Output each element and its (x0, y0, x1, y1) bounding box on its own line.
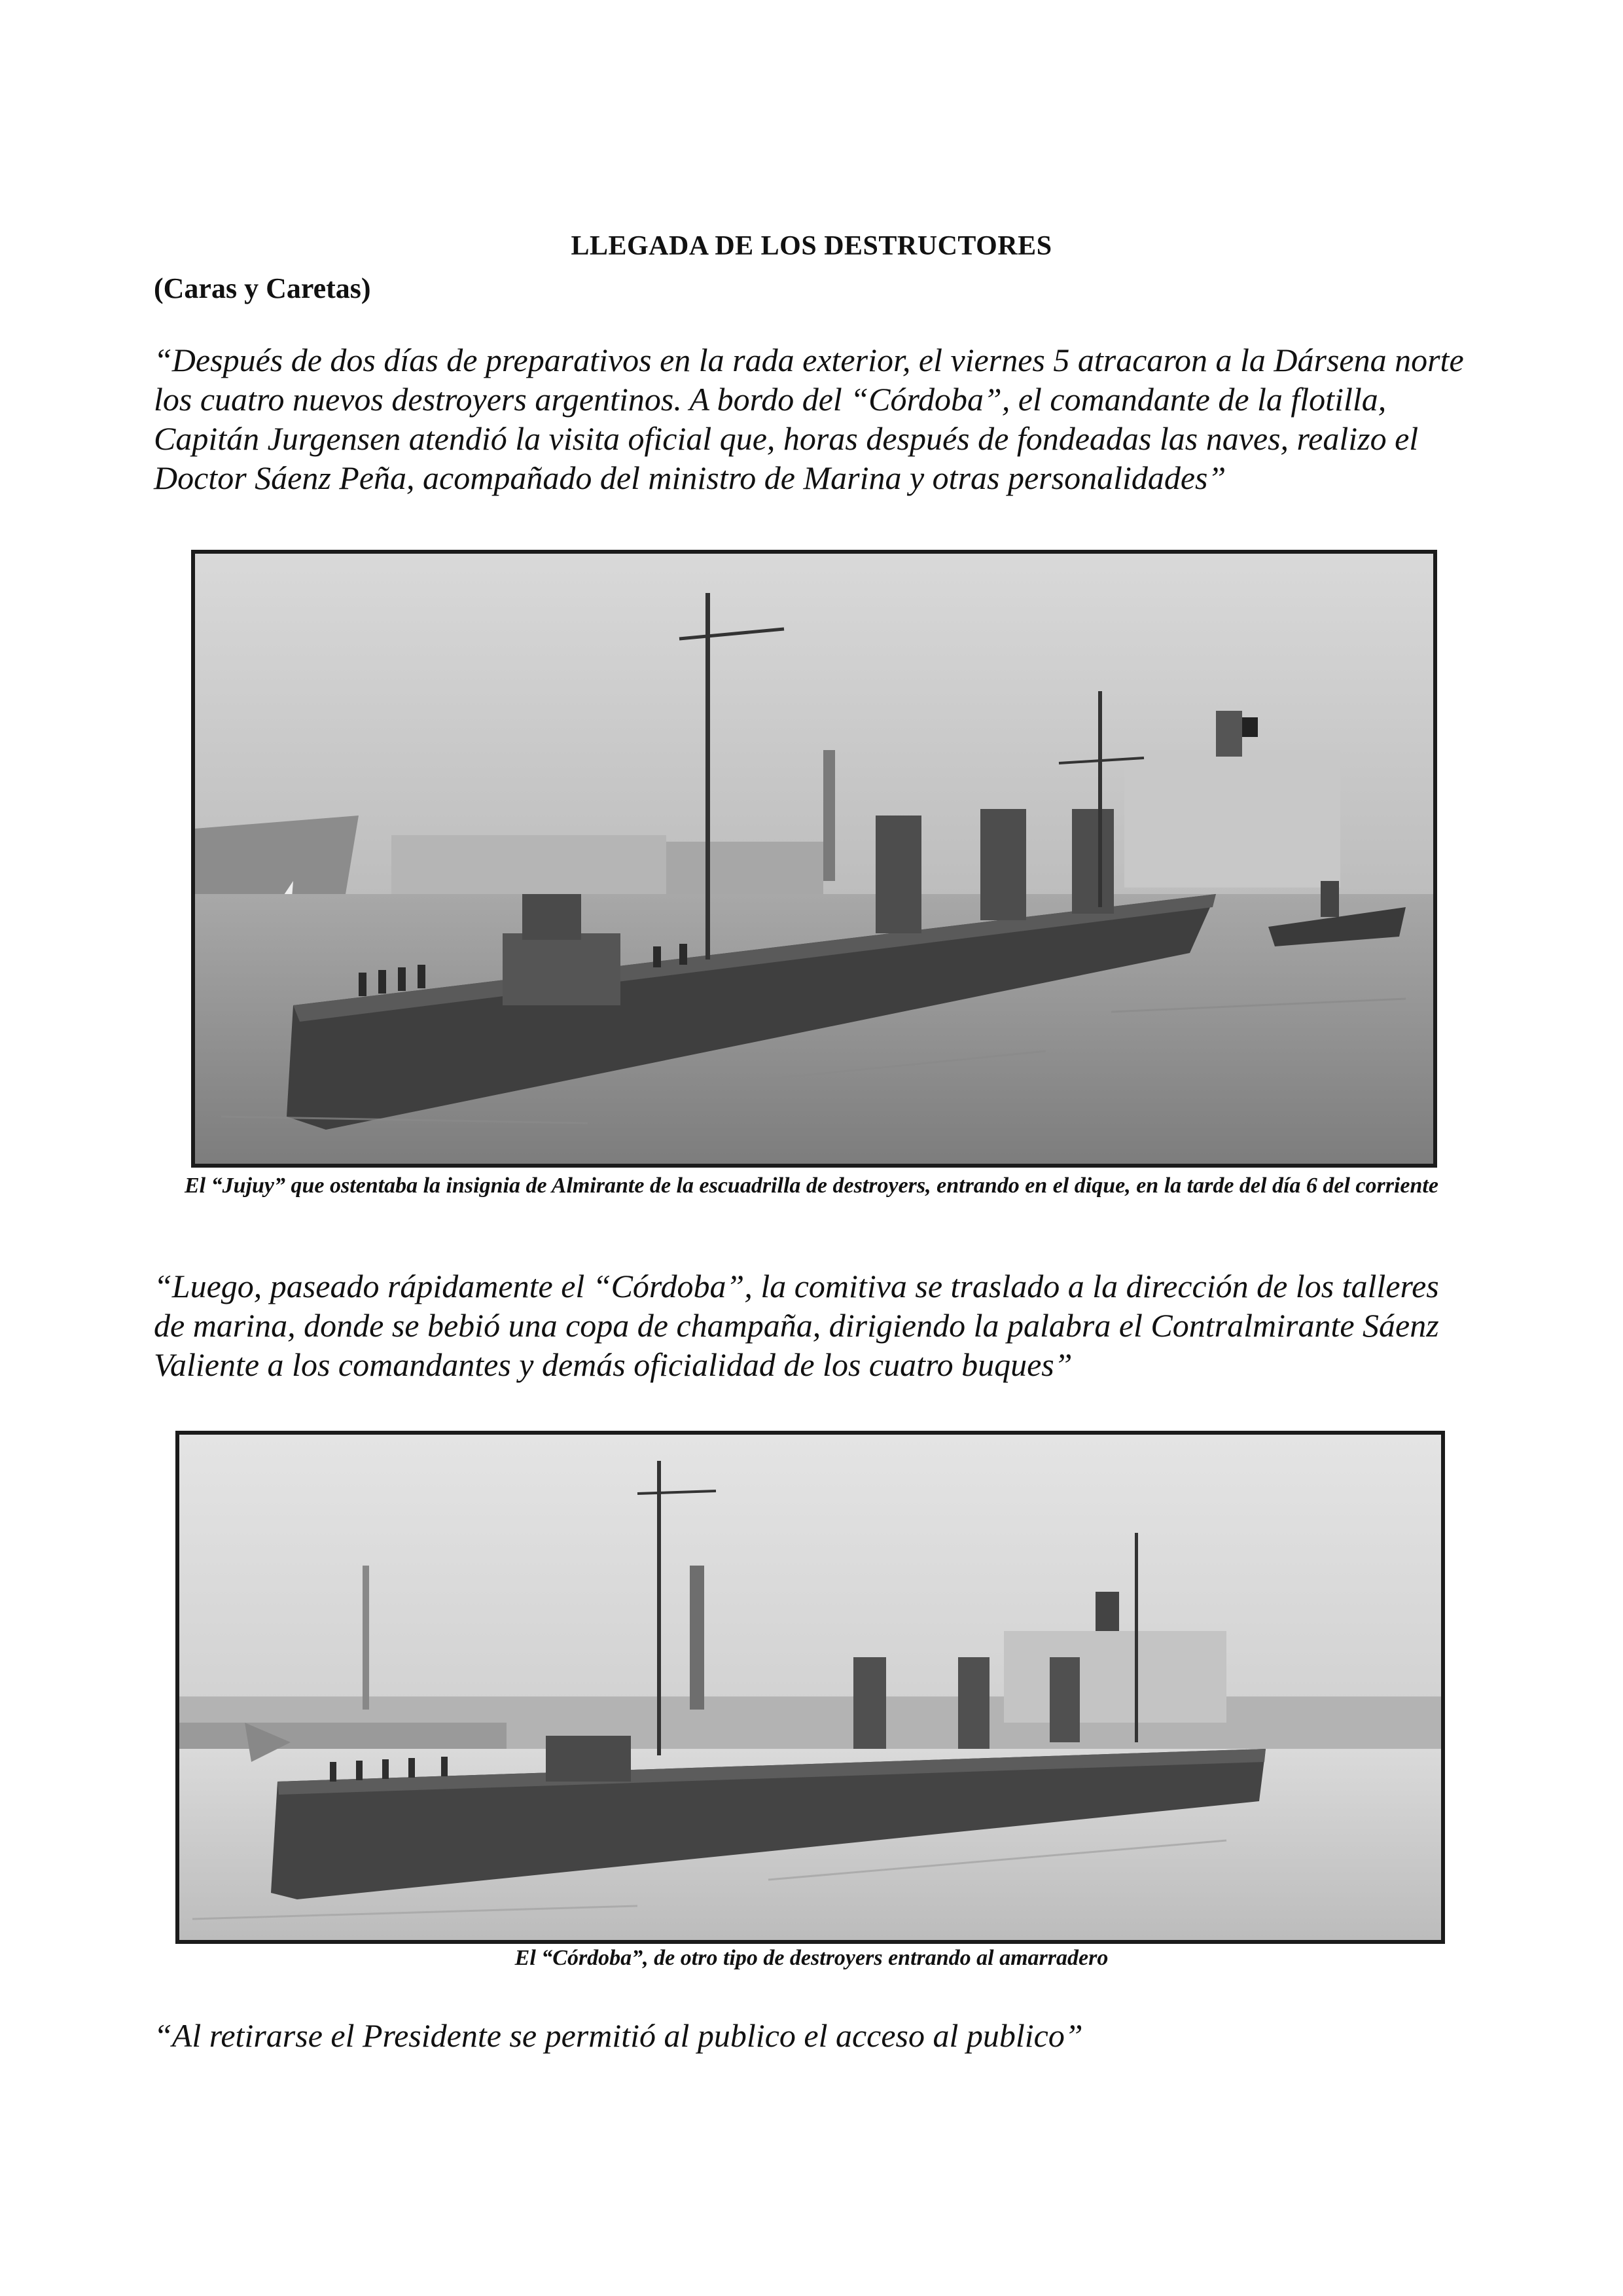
photo-1-caption: El “Jujuy” que ostentaba la insignia de Almirante de la escuadrilla de destroyers, entrando en el dique, en la tarde del día 6 del corriente (185, 1174, 1438, 1198)
quote-paragraph-3: “Al retirarse el Presidente se permitió al publico el acceso al publico” (154, 2017, 1083, 2054)
quote-paragraph-2: “Luego, paseado rápidamente el “Córdoba”, la comitiva se traslado a la dirección de los talleres de marina, donde se bebió una copa de champaña, dirigiendo la palabra el Contralmirante Sáenz Valiente a los comandantes y demás oficialidad de los cuatro buques” (154, 1268, 1439, 1383)
destroyer-jujuy-photo (191, 550, 1437, 1168)
photo-2-illustration (179, 1435, 1441, 1940)
quote-paragraph-1: “Después de dos días de preparativos en la rada exterior, el viernes 5 atracaron a la Dársena norte los cuatro nuevos destroyers argentinos. A bordo del “Córdoba”, el comandante de la flotilla, Capitán Jurgensen atendió la visita oficial que, horas después de fondeadas las naves, realizo el Doctor Sáenz Peña, acompañado del ministro de Marina y otras personalidades” (154, 342, 1464, 496)
source-subtitle: (Caras y Caretas) (154, 272, 371, 304)
photo-2-caption: El “Córdoba”, de otro tipo de destroyers entrando al amarradero (514, 1946, 1109, 1970)
destroyer-cordoba-photo (175, 1431, 1445, 1944)
photo-1-illustration (195, 554, 1433, 1164)
page-title: LLEGADA DE LOS DESTRUCTORES (571, 231, 1052, 261)
